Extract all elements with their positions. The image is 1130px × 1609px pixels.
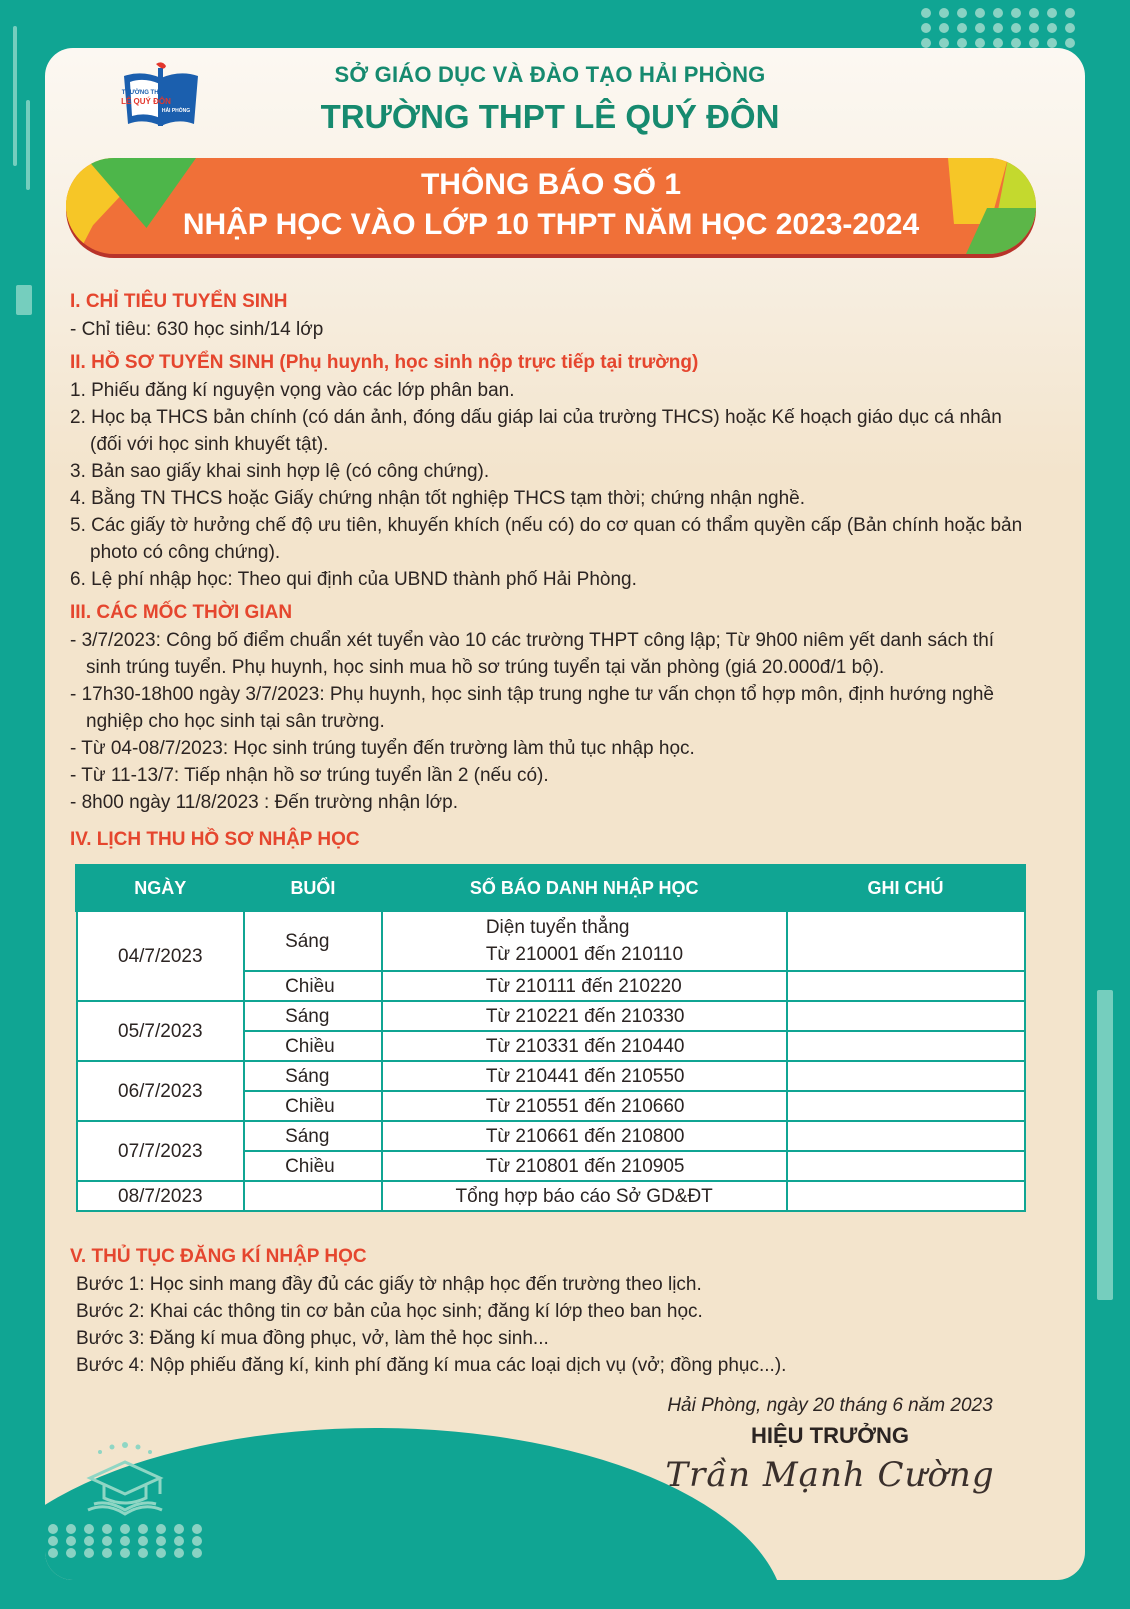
range-line: Từ 210001 đến 210110 xyxy=(485,944,684,965)
section-2-item: 2. Học bạ THCS bản chính (có dán ảnh, đóng dấu giáp lai của trường THCS) hoặc Kế hoạch giáo dục cá nhân (đối với học sinh khuyết tật). xyxy=(70,407,1002,455)
decor-dot xyxy=(120,1536,130,1546)
section-2-item: 3. Bản sao giấy khai sinh hợp lệ (có công chứng). xyxy=(70,461,490,482)
decor-dot xyxy=(102,1548,112,1558)
decor-dot xyxy=(1029,38,1039,48)
decor-dot xyxy=(66,1536,76,1546)
cell-note xyxy=(787,1181,1025,1211)
cell-id-range: Từ 210801 đến 210905 xyxy=(382,1151,787,1181)
section-3-item: - 3/7/2023: Công bố điểm chuẩn xét tuyển vào 10 các trường THPT công lập; Từ 9h00 niêm yết danh sách thí sinh trúng tuyển. Phụ huynh, học sinh mua hồ sơ trúng tuyển tại văn phòng (giá 20.000đ/1 bộ). xyxy=(70,630,995,678)
decor-dot xyxy=(1011,8,1021,18)
section-4-title: IV. LỊCH THU HỒ SƠ NHẬP HỌC xyxy=(70,829,360,850)
place-date: Hải Phòng, ngày 20 tháng 6 năm 2023 xyxy=(667,1395,993,1416)
decor-dot xyxy=(939,38,949,48)
decor-dot xyxy=(957,23,967,33)
procedure-step: Bước 4: Nộp phiếu đăng kí, kinh phí đăng kí mua các loại dịch vụ (vở; đồng phục...). xyxy=(76,1355,787,1376)
school-logo-icon xyxy=(120,62,202,134)
range-line: Diện tuyển thẳng xyxy=(485,917,630,938)
decor-dot xyxy=(939,23,949,33)
decor-dot xyxy=(48,1536,58,1546)
decor-dot xyxy=(993,38,1003,48)
section-2-item: 4. Bằng TN THCS hoặc Giấy chứng nhận tốt nghiệp THCS tạm thời; chứng nhận nghề. xyxy=(70,488,805,509)
notice-body xyxy=(70,282,1030,854)
decor-stripe xyxy=(13,26,17,166)
decor-dot xyxy=(138,1548,148,1558)
decor-dot xyxy=(192,1548,202,1558)
decor-dot xyxy=(156,1536,166,1546)
decor-dot xyxy=(174,1524,184,1534)
cell-session: Sáng xyxy=(244,911,382,972)
col-header-date: NGÀY xyxy=(77,866,245,911)
decor-dot xyxy=(975,23,985,33)
procedure-step: Bước 1: Học sinh mang đầy đủ các giấy tờ nhập học đến trường theo lịch. xyxy=(76,1274,702,1295)
cell-note xyxy=(787,1001,1025,1031)
signer-name: Trần Mạnh Cường xyxy=(665,1455,995,1495)
cell-id-range: Từ 210441 đến 210550 xyxy=(382,1061,787,1091)
decor-dot xyxy=(174,1548,184,1558)
table-row xyxy=(77,1061,1025,1091)
cell-id-range: Từ 210331 đến 210440 xyxy=(382,1031,787,1061)
decor-dot xyxy=(939,8,949,18)
cell-note xyxy=(787,1151,1025,1181)
cell-date: 07/7/2023 xyxy=(77,1121,245,1181)
procedure-step: Bước 3: Đăng kí mua đồng phục, vở, làm thẻ học sinh... xyxy=(76,1328,549,1349)
decor-dot xyxy=(84,1536,94,1546)
decor-dot xyxy=(1047,8,1057,18)
cell-session: Sáng xyxy=(244,1121,382,1151)
school-name: TRƯỜNG THPT LÊ QUÝ ĐÔN xyxy=(320,98,780,135)
cell-note xyxy=(787,1031,1025,1061)
decor-dot xyxy=(174,1536,184,1546)
section-3-item: - 8h00 ngày 11/8/2023 : Đến trường nhận lớp. xyxy=(70,792,458,813)
decor-dot xyxy=(975,38,985,48)
department-name: SỞ GIÁO DỤC VÀ ĐÀO TẠO HẢI PHÒNG xyxy=(334,62,766,87)
cell-session: Sáng xyxy=(244,1061,382,1091)
section-3-title: III. CÁC MỐC THỜI GIAN xyxy=(70,602,293,623)
cell-id-range: Từ 210551 đến 210660 xyxy=(382,1091,787,1121)
decor-dot xyxy=(1011,23,1021,33)
logo-text-line2: LÊ QUÝ ĐÔN xyxy=(121,97,171,106)
cell-note xyxy=(787,1121,1025,1151)
table-row xyxy=(77,911,1025,972)
logo-text-line1: TRƯỜNG THPT xyxy=(121,90,167,96)
section-1-line: - Chỉ tiêu: 630 học sinh/14 lớp xyxy=(70,319,324,340)
decor-stripe xyxy=(1097,990,1113,1300)
decor-dot xyxy=(156,1548,166,1558)
decor-dot xyxy=(192,1536,202,1546)
decor-dot xyxy=(1065,23,1075,33)
cell-session: Chiều xyxy=(244,1091,382,1121)
decor-dot xyxy=(192,1524,202,1534)
cell-date: 04/7/2023 xyxy=(77,911,245,1002)
decor-dot xyxy=(1047,38,1057,48)
logo-text-line3: HẢI PHÒNG xyxy=(161,108,191,114)
decor-dot xyxy=(120,1548,130,1558)
decor-dot xyxy=(84,1548,94,1558)
decor-dot xyxy=(48,1548,58,1558)
cell-date: 06/7/2023 xyxy=(77,1061,245,1121)
decor-dot xyxy=(1047,23,1057,33)
decor-dot xyxy=(1065,38,1075,48)
decor-dot xyxy=(975,8,985,18)
col-header-id-range: SỐ BÁO DANH NHẬP HỌC xyxy=(382,866,787,911)
procedure-step: Bước 2: Khai các thông tin cơ bản của học sinh; đăng kí lớp theo ban học. xyxy=(76,1301,703,1322)
graduation-cap-book-icon xyxy=(80,1440,170,1530)
decor-dot xyxy=(921,23,931,33)
decor-stripe xyxy=(16,285,32,315)
cell-session: Chiều xyxy=(244,1151,382,1181)
table-row xyxy=(77,1121,1025,1151)
cell-id-range: Từ 210221 đến 210330 xyxy=(382,1001,787,1031)
table-row xyxy=(77,1001,1025,1031)
decor-dot xyxy=(66,1524,76,1534)
decor-dots-top xyxy=(921,8,1083,53)
decor-dot xyxy=(48,1524,58,1534)
section-2-item: 5. Các giấy tờ hưởng chế độ ưu tiên, khuyến khích (nếu có) do cơ quan có thẩm quyền cấp (Bản chính hoặc bản photo có công chứng). xyxy=(70,515,1023,563)
schedule-table xyxy=(75,864,1026,1212)
decor-dot xyxy=(921,38,931,48)
decor-dot xyxy=(1065,8,1075,18)
notice-banner xyxy=(66,158,1036,254)
cell-session xyxy=(244,1181,382,1211)
banner-line1: THÔNG BÁO SỐ 1 xyxy=(420,168,682,201)
section-3-item: - Từ 04-08/7/2023: Học sinh trúng tuyển đến trường làm thủ tục nhập học. xyxy=(70,738,695,759)
cell-note xyxy=(787,1091,1025,1121)
cell-note xyxy=(787,1061,1025,1091)
cell-id-range: Từ 210111 đến 210220 xyxy=(382,971,787,1001)
col-header-session: BUỔI xyxy=(244,866,382,911)
decor-dot xyxy=(1029,8,1039,18)
decor-dot xyxy=(66,1548,76,1558)
col-header-note: GHI CHÚ xyxy=(787,866,1025,911)
cell-id-range xyxy=(382,911,787,972)
section-2-title: II. HỒ SƠ TUYỂN SINH (Phụ huynh, học sinh nộp trực tiếp tại trường) xyxy=(70,352,699,373)
decor-dot xyxy=(138,1536,148,1546)
section-2-item: 6. Lệ phí nhập học: Theo qui định của UBND thành phố Hải Phòng. xyxy=(70,569,637,590)
decor-dot xyxy=(102,1536,112,1546)
cell-note xyxy=(787,911,1025,972)
cell-date: 05/7/2023 xyxy=(77,1001,245,1061)
section-5-title: V. THỦ TỤC ĐĂNG KÍ NHẬP HỌC xyxy=(70,1246,367,1267)
signer-title: HIỆU TRƯỞNG xyxy=(750,1423,910,1448)
banner-line2: NHẬP HỌC VÀO LỚP 10 THPT NĂM HỌC 2023-2024 xyxy=(182,208,920,241)
cell-note xyxy=(787,971,1025,1001)
table-header-row xyxy=(77,866,1025,911)
decor-stripe xyxy=(26,100,30,190)
cell-id-range: Từ 210661 đến 210800 xyxy=(382,1121,787,1151)
decor-dot xyxy=(921,8,931,18)
signature-block xyxy=(630,1395,1030,1495)
cell-session: Chiều xyxy=(244,1031,382,1061)
table-row xyxy=(77,1181,1025,1211)
section-3-item: - 17h30-18h00 ngày 3/7/2023: Phụ huynh, học sinh tập trung nghe tư vấn chọn tổ hợp môn, định hướng nghề nghiệp cho học sinh tại sân trường. xyxy=(70,684,994,732)
cell-session: Chiều xyxy=(244,971,382,1001)
cell-session: Sáng xyxy=(244,1001,382,1031)
section-2-item: 1. Phiếu đăng kí nguyện vọng vào các lớp phân ban. xyxy=(70,380,515,401)
registration-procedure xyxy=(70,1237,1030,1379)
decor-dot xyxy=(957,8,967,18)
section-3-item: - Từ 11-13/7: Tiếp nhận hồ sơ trúng tuyển lần 2 (nếu có). xyxy=(70,765,549,786)
decor-dot xyxy=(993,8,1003,18)
decor-dot xyxy=(993,23,1003,33)
decor-dot xyxy=(1029,23,1039,33)
decor-dot xyxy=(957,38,967,48)
cell-id-range: Tổng hợp báo cáo Sở GD&ĐT xyxy=(382,1181,787,1211)
decor-dot xyxy=(1011,38,1021,48)
cell-date: 08/7/2023 xyxy=(77,1181,245,1211)
section-1-title: I. CHỈ TIÊU TUYỂN SINH xyxy=(70,291,288,312)
